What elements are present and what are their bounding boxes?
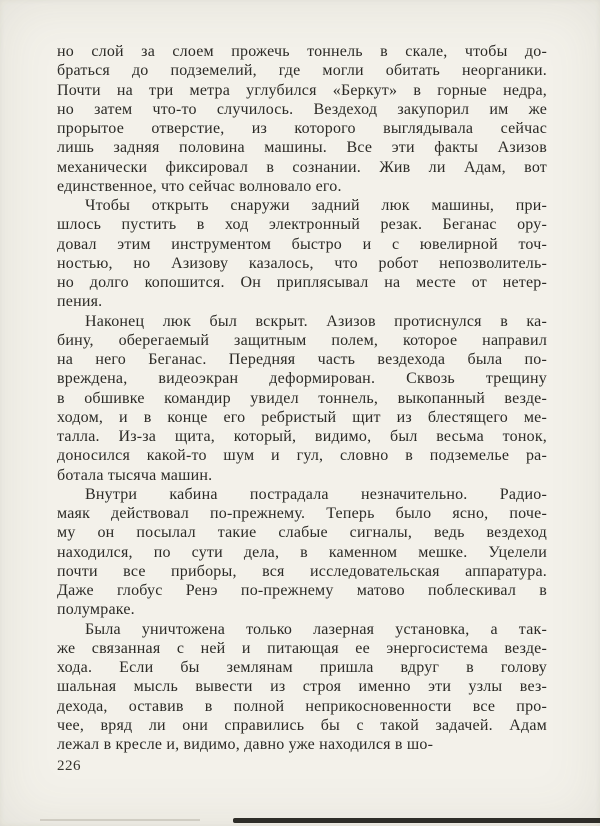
- paragraph: [57, 196, 547, 312]
- page-number: 226: [57, 758, 81, 774]
- text-line: же связанная с ней и питающая ее энергосистема везде-: [57, 639, 547, 657]
- scan-edge-artifact-left: [40, 819, 200, 821]
- text-line: почти все приборы, вся исследовательская аппаратура.: [57, 562, 547, 580]
- scan-edge-artifact: [233, 818, 600, 823]
- text-line: талла. Из-за щита, который, видимо, был весьма тонок,: [57, 428, 547, 445]
- text-line: находился, по сути дела, в каменном мешке. Уцелели: [57, 543, 547, 561]
- paragraph: [57, 312, 547, 485]
- text-line: лежал в кресле и, видимо, давно уже находился в шо-: [57, 736, 434, 753]
- text-line: Даже глобус Ренэ по-прежнему матово поблескивал в: [57, 582, 547, 599]
- text-line: маяк действовал по-прежнему. Теперь было ясно, поче-: [57, 505, 547, 522]
- text-line: ботала тысяча машин.: [57, 466, 213, 484]
- text-line: шальная мысль вывести из строя именно эти узлы вез-: [57, 678, 547, 696]
- text-block: [57, 42, 547, 754]
- text-line: доносился какой-то шум и гул, словно в подземелье ра-: [57, 447, 547, 465]
- text-line: но слой за слоем прожечь тоннель в скале, чтобы до-: [57, 43, 547, 60]
- text-line: дехода, оставив в полной неприкосновенности все про-: [57, 697, 547, 715]
- text-line: вреждена, видеоэкран деформирован. Сквозь трещину: [57, 370, 547, 388]
- text-line: довал этим инструментом быстро и с ювелирной точ-: [57, 235, 547, 253]
- text-line: ностью, но Азизову казалось, что робот непозволитель-: [57, 254, 547, 272]
- text-line: ходом, и в конце его ребристый щит из блестящего ме-: [57, 408, 547, 426]
- text-line: Наконец люк был вскрыт. Азизов протиснулся в ка-: [85, 312, 547, 330]
- text-line: Внутри кабина пострадала незначительно. Радио-: [85, 485, 547, 503]
- text-line: хода. Если бы землянам пришла вдруг в голову: [57, 659, 547, 676]
- text-line: на него Беганас. Передняя часть вездехода была по-: [57, 351, 547, 368]
- text-line: но долго копошится. Он приплясывал на месте от нетер-: [57, 274, 547, 291]
- text-line: Чтобы открыть снаружи задний люк машины, при-: [85, 197, 547, 214]
- text-line: шлось пустить в ход электронный резак. Беганас ору-: [57, 216, 547, 234]
- text-line: полумраке.: [57, 601, 135, 619]
- paragraph: [57, 620, 547, 755]
- paragraph: [57, 42, 547, 196]
- text-line: му он посылал такие слабые сигналы, ведь вездеход: [57, 524, 547, 542]
- paragraph: [57, 485, 547, 620]
- text-line: пения.: [57, 293, 103, 311]
- text-line: механически фиксировал в сознании. Жив ли Адам, вот: [57, 158, 547, 176]
- text-line: единственное, что сейчас волновало его.: [57, 177, 342, 195]
- text-line: прорытое отверстие, из которого выглядывала сейчас: [57, 120, 547, 137]
- text-line: но затем что-то случилось. Вездеход закупорил им же: [57, 100, 547, 118]
- text-line: в обшивке командир увидел тоннель, выкопанный везде-: [57, 389, 547, 407]
- text-line: чее, вряд ли они справились бы с такой задачей. Адам: [57, 716, 547, 734]
- text-line: Почти на три метра углубился «Беркут» в горные недра,: [57, 81, 547, 99]
- text-line: лишь задняя половина машины. Все эти факты Азизов: [57, 139, 547, 157]
- text-line: браться до подземелий, где могли обитать неорганики.: [57, 62, 547, 80]
- text-line: бину, оберегаемый защитным полем, которое направил: [57, 331, 547, 349]
- text-line: Была уничтожена только лазерная установка, а так-: [85, 620, 547, 638]
